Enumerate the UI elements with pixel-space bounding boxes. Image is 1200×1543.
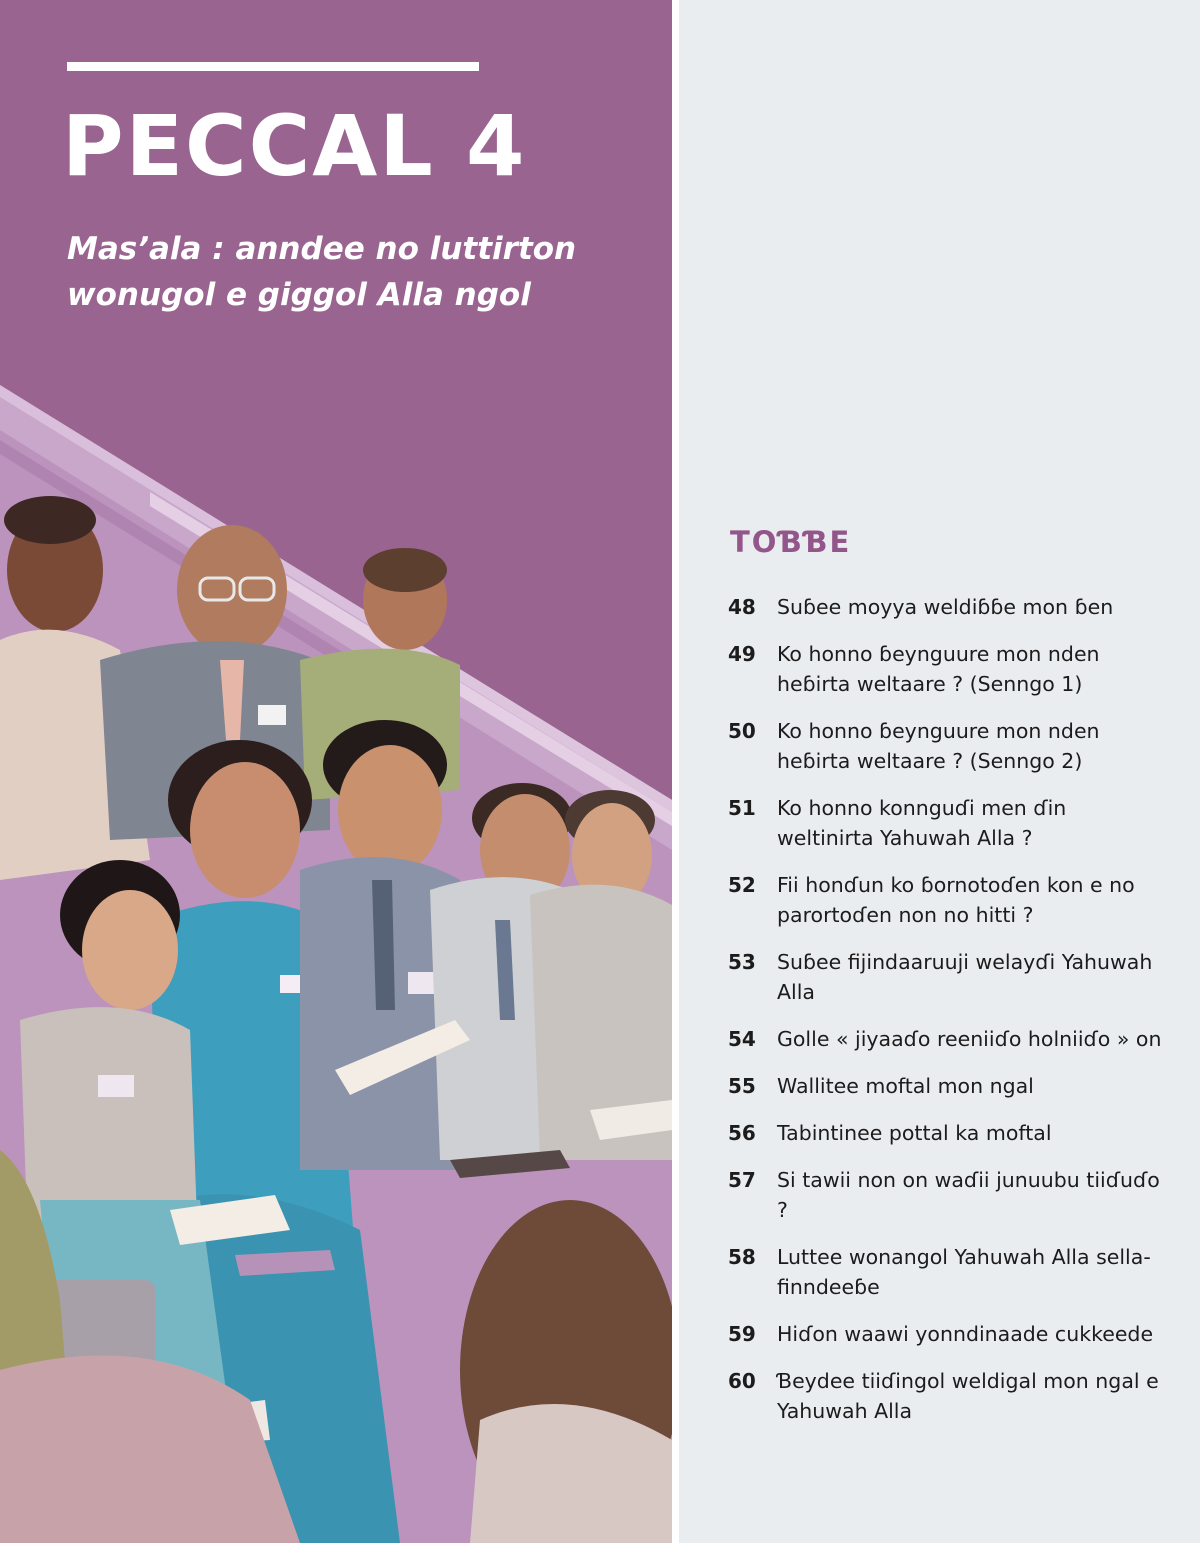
lesson-title: Suɓee moyya weldiɓɓe mon ɓen — [777, 595, 1114, 619]
lesson-title: Ko honno ɓeynguure mon nden heɓirta weltaare ? (Senngo 2) — [777, 719, 1100, 773]
lesson-title: Wallitee moftal mon ngal — [777, 1074, 1034, 1098]
toc-item[interactable] — [728, 1118, 1168, 1148]
toc-item[interactable] — [728, 947, 1168, 1007]
section-subtitle: Mas’ala : anndee no luttirton wonugol e giggol Alla ngol — [67, 231, 577, 313]
lesson-number: 57 — [728, 1168, 756, 1192]
toc-item[interactable] — [728, 716, 1168, 776]
lesson-number: 52 — [728, 873, 756, 897]
toc-item[interactable] — [728, 1071, 1168, 1101]
toc-item[interactable] — [728, 1242, 1168, 1302]
lesson-title: Suɓee fijindaaruuji welayɗi Yahuwah Alla — [777, 950, 1153, 1004]
lesson-title: Luttee wonangol Yahuwah Alla sella-finndeeɓe — [777, 1245, 1151, 1299]
lesson-title: Hiɗon waawi yonndinaade cukkeede — [777, 1322, 1154, 1346]
toc-item[interactable] — [728, 1024, 1168, 1054]
toc-item[interactable] — [728, 1366, 1168, 1426]
lesson-number: 50 — [728, 719, 756, 743]
lesson-number: 56 — [728, 1121, 756, 1145]
lesson-title: Golle « jiyaaɗo reeniiɗo holniiɗo » on — [777, 1027, 1162, 1051]
section-title: PECCAL 4 — [62, 97, 527, 195]
table-of-contents-panel — [679, 0, 1200, 1543]
lesson-title: Ko honno konnguɗi men ɗin weltinirta Yahuwah Alla ? — [777, 796, 1067, 850]
lesson-title: Si tawii non on waɗii junuubu tiiɗuɗo ? — [777, 1168, 1160, 1222]
lesson-number: 48 — [728, 595, 756, 619]
toc-item[interactable] — [728, 639, 1168, 699]
toc-heading: TOƁƁE — [730, 525, 852, 559]
lesson-title: Tabintinee pottal ka moftal — [777, 1121, 1052, 1145]
lesson-number: 49 — [728, 642, 756, 666]
toc-list — [728, 592, 1168, 1443]
lesson-number: 60 — [728, 1369, 756, 1393]
lesson-number: 58 — [728, 1245, 756, 1269]
lesson-title: Fii honɗun ko ɓornotoɗen kon e no parortoɗen non no hitti ? — [777, 873, 1135, 927]
lesson-title: Ɓeydee tiiɗingol weldigal mon ngal e Yahuwah Alla — [777, 1369, 1159, 1423]
lesson-title: Ko honno ɓeynguure mon nden heɓirta weltaare ? (Senngo 1) — [777, 642, 1100, 696]
toc-item[interactable] — [728, 1319, 1168, 1349]
title-rule — [67, 62, 479, 71]
toc-item[interactable] — [728, 592, 1168, 622]
toc-item[interactable] — [728, 1165, 1168, 1225]
panel-divider — [672, 0, 679, 1543]
toc-item[interactable] — [728, 793, 1168, 853]
lesson-number: 55 — [728, 1074, 756, 1098]
lesson-number: 51 — [728, 796, 756, 820]
lesson-number: 59 — [728, 1322, 756, 1346]
lesson-number: 53 — [728, 950, 756, 974]
toc-item[interactable] — [728, 870, 1168, 930]
lesson-number: 54 — [728, 1027, 756, 1051]
